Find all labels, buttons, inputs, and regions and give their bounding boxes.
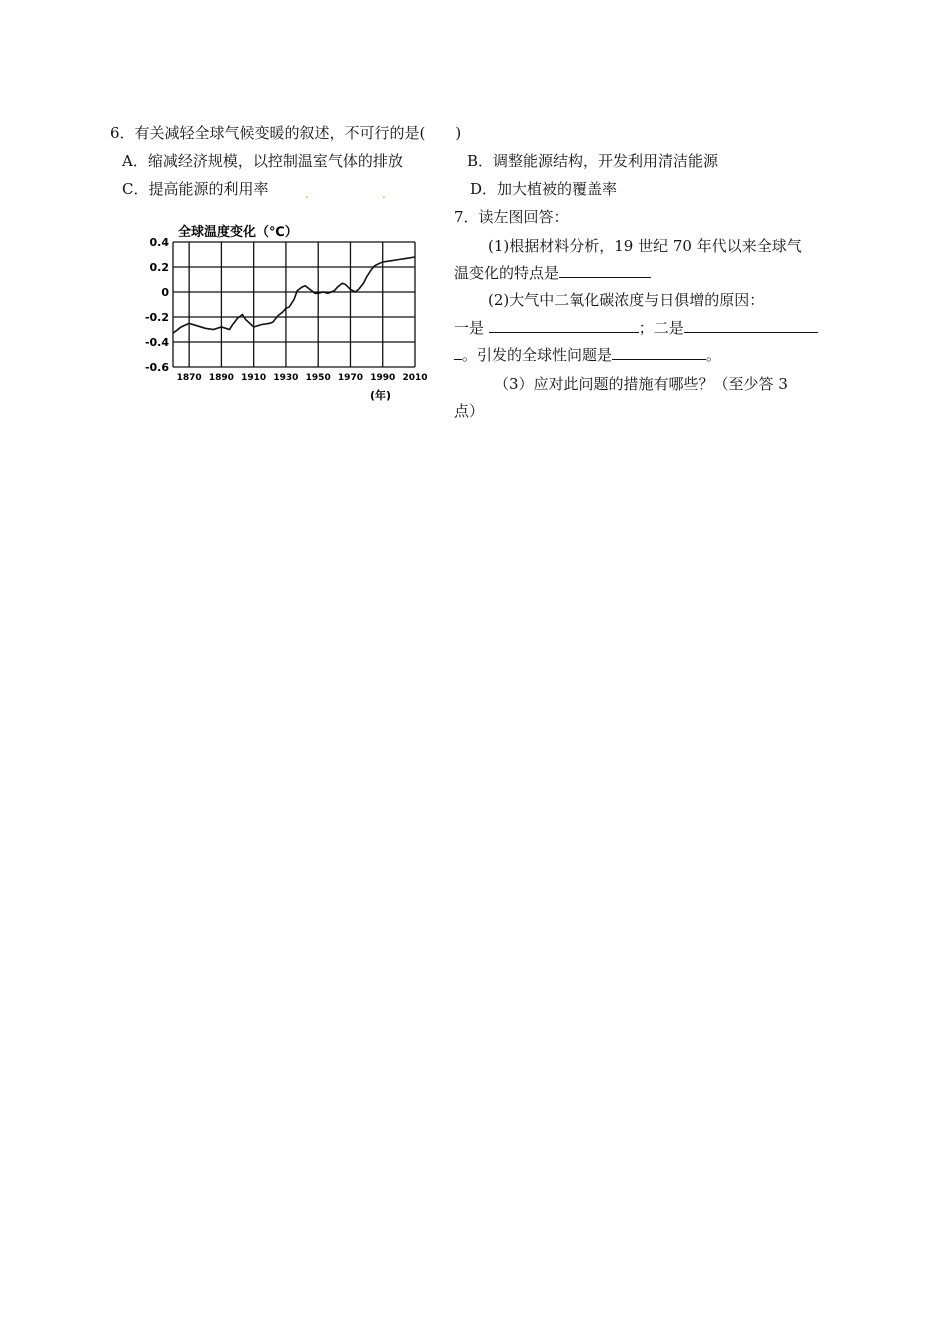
q6-stem: 6．有关减轻全球气候变暖的叙述，不可行的是( ) [110, 124, 462, 142]
y-tick-labels [145, 236, 169, 374]
answer-blank-3[interactable] [684, 318, 818, 333]
x-tick-label: 1870 [176, 373, 202, 383]
answer-blank-3-cont[interactable] [454, 345, 462, 360]
temperature-chart [140, 216, 440, 406]
y-tick-label: 0 [161, 286, 169, 299]
q7-part2-line3 [454, 345, 721, 365]
x-tick-label: 1930 [273, 373, 299, 383]
q6-option-d: D．加大植被的覆盖率 [470, 180, 618, 198]
q7-part2-line2 [454, 318, 818, 338]
q6-option-b: B．调整能源结构，开发利用清洁能源 [467, 152, 719, 170]
chart-title: 全球温度变化（℃） [178, 225, 298, 240]
x-tick-label: 2010 [402, 373, 428, 383]
y-tick-label: -0.4 [144, 336, 169, 349]
chart-grid [173, 242, 415, 367]
x-tick-label: 1990 [370, 373, 396, 383]
answer-blank-2[interactable] [489, 318, 639, 333]
x-tick-label: 1950 [305, 373, 331, 383]
answer-blank-4[interactable] [612, 345, 706, 360]
x-tick-label: 1890 [208, 373, 234, 383]
answer-blank-1[interactable] [559, 263, 651, 278]
x-tick-label: 1910 [241, 373, 267, 383]
stray-dot: . [305, 187, 309, 201]
q7-part3-line1: （3）应对此问题的措施有哪些？（至少答 3 [494, 375, 788, 393]
x-tick-label: 1970 [337, 373, 363, 383]
y-tick-label: -0.2 [144, 311, 169, 324]
q7-part1-text: 温变化的特点是 [454, 264, 560, 282]
stray-dot: . [382, 187, 386, 201]
q7-part2-sep: ；二是 [638, 319, 684, 337]
q7-part2-line1: (2)大气中二氧化碳浓度与日俱增的原因： [488, 291, 765, 309]
y-tick-label: 0.4 [149, 236, 169, 249]
q7-part2-one: 一是 [454, 319, 485, 337]
temperature-line [173, 257, 415, 333]
q6-option-c: C．提高能源的利用率 [122, 180, 269, 198]
q7-part3-line2: 点） [454, 402, 485, 420]
q7-part1-line1: (1)根据材料分析，19 世纪 70 年代以来全球气 [488, 237, 802, 255]
x-axis-label: (年) [370, 389, 392, 402]
q7-part2-end: 。 [706, 346, 722, 364]
q7-part2-tail: 。引发的全球性问题是 [462, 346, 613, 364]
y-tick-label: 0.2 [149, 261, 169, 274]
q7-part1-line2 [454, 263, 651, 283]
x-tick-labels [177, 373, 428, 383]
q6-option-a: A．缩减经济规模，以控制温室气体的排放 [122, 152, 403, 170]
q7-stem: 7．读左图回答： [454, 208, 569, 226]
y-tick-label: -0.6 [144, 361, 169, 374]
